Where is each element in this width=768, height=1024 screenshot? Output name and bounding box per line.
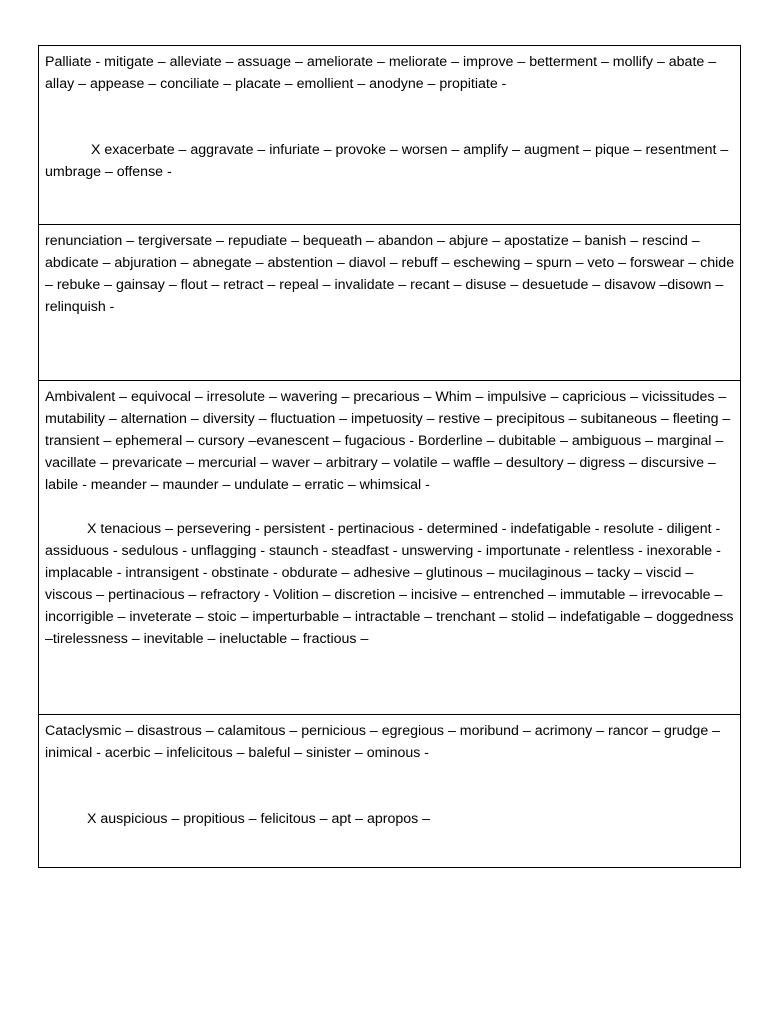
blank-spacer [45,496,735,518]
antonym-list: X exacerbate – aggravate – infuriate – provoke – worsen – amplify – augment – pique – resentment – umbrage – offense - [45,142,729,180]
blank-spacer [45,95,735,139]
vocabulary-table [38,45,741,868]
synonym-list: Cataclysmic – disastrous – calamitous – pernicious – egregious – moribund – acrimony – rancor – grudge – inimical - acerbic – infelicitous – baleful – sinister – ominous - [45,723,721,761]
synonym-list: renunciation – tergiversate – repudiate – bequeath – abandon – abjure – apostatize – banish – rescind – abdicate – abjuration – abnegate – abstention – diavol – rebuff – eschewing – spurn – veto – forswear – chide – rebuke – gainsay – flout – retract – repeal – invalidate – recant – disuse – desuetude – disavow –disown – relinquish - [45,233,735,315]
synonym-list: Palliate - mitigate – alleviate – assuage – ameliorate – meliorate – improve – betterment – mollify – abate – allay – appease – conciliate – placate – emollient – anodyne – propitiate - [45,54,717,92]
section-cell-cataclysmic [39,715,741,868]
antonym-list: X auspicious – propitious – felicitous – apt – apropos – [87,811,431,827]
antonym-list: X tenacious – persevering - persistent - pertinacious - determined - indefatigable - resolute - diligent - assiduous - sedulous - unflagging - staunch - steadfast - unswerving - importunate - relentless - inexorable - implacable - intransigent - obstinate - obdurate – adhesive – glutinous – mucilaginous – tacky – viscid – viscous – pertinacious – refractory - Volition – discretion – incisive – entrenched – immutable – irrevocable – incorrigible – inveterate – stoic – imperturbable – intractable – trenchant – stolid – indefatigable – doggedness –tirelessness – inevitable – ineluctable – fractious – [45,521,734,647]
table-row [39,381,741,715]
table-row [39,715,741,868]
table-row [39,225,741,381]
table-row [39,46,741,225]
section-cell-ambivalent [39,381,741,715]
section-cell-renunciation [39,225,741,381]
blank-spacer [45,764,735,808]
synonym-list: Ambivalent – equivocal – irresolute – wavering – precarious – Whim – impulsive – capricious – vicissitudes – mutability – alternation – diversity – fluctuation – impetuosity – restive – precipitous – subitaneous – fleeting – transient – ephemeral – cursory –evanescent – fugacious - Borderline – dubitable – ambiguous – marginal – vacillate – prevaricate – mercurial – waver – arbitrary – volatile – waffle – desultory – digress – discursive – labile - meander – maunder – undulate – erratic – whimsical - [45,389,731,493]
section-cell-palliate [39,46,741,225]
